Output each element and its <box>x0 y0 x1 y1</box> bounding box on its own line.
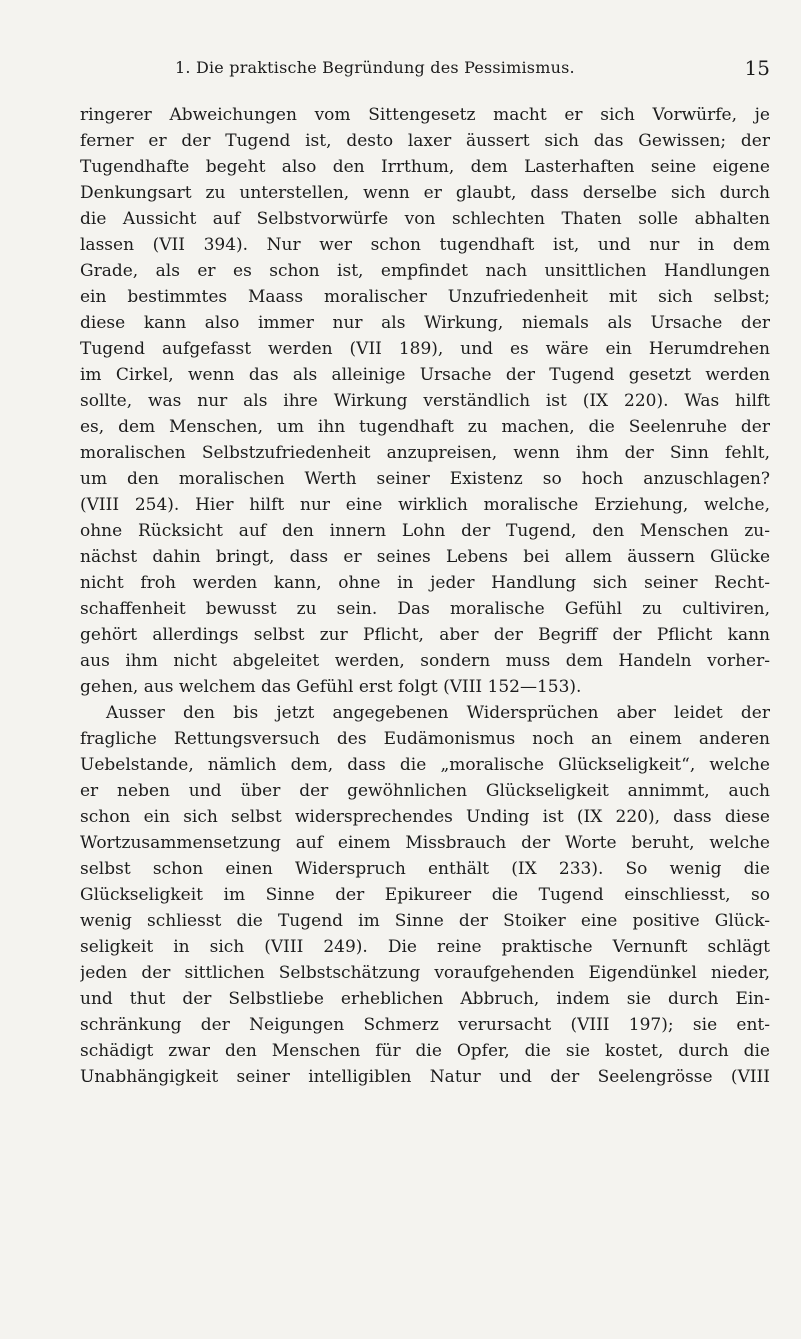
text-line: selbst schon einen Widerspruch enthält (IX 233). So wenig die <box>80 859 770 879</box>
text-line: um den moralischen Werth seiner Existenz so hoch anzuschlagen? <box>80 469 770 489</box>
text-line: sollte, was nur als ihre Wirkung verständlich ist (IX 220). Was hilft <box>80 391 770 411</box>
text-line: die Aussicht auf Selbstvorwürfe von schlechten Thaten solle abhalten <box>80 209 770 229</box>
text-line: seligkeit in sich (VIII 249). Die reine praktische Vernunft schlägt <box>80 937 770 957</box>
text-line: Denkungsart zu unterstellen, wenn er glaubt, dass derselbe sich durch <box>80 183 770 203</box>
text-line: ein bestimmtes Maass moralischer Unzufriedenheit mit sich selbst; <box>80 287 770 307</box>
text-line: Tugendhafte begeht also den Irrthum, dem Lasterhaften seine eigene <box>80 157 770 177</box>
text-line: gehört allerdings selbst zur Pflicht, aber der Begriff der Pflicht kann <box>80 625 770 645</box>
text-line: jeden der sittlichen Selbstschätzung voraufgehenden Eigendünkel nieder, <box>80 963 770 983</box>
text-line: Uebelstande, nämlich dem, dass die „moralische Glückseligkeit“, welche <box>80 755 770 775</box>
running-head: 1. Die praktische Begründung des Pessimismus. <box>175 58 575 77</box>
text-line: ohne Rücksicht auf den innern Lohn der Tugend, den Menschen zu- <box>80 521 770 541</box>
text-line: wenig schliesst die Tugend im Sinne der Stoiker eine positive Glück- <box>80 911 770 931</box>
text-line: Tugend aufgefasst werden (VII 189), und es wäre ein Herumdrehen <box>80 339 770 359</box>
text-line: gehen, aus welchem das Gefühl erst folgt (VIII 152—153). <box>80 677 582 697</box>
text-line: Grade, als er es schon ist, empfindet nach unsittlichen Handlungen <box>80 261 770 281</box>
page-header <box>80 58 770 86</box>
page-number: 15 <box>744 56 770 80</box>
text-line: Glückseligkeit im Sinne der Epikureer die Tugend einschliesst, so <box>80 885 770 905</box>
body-text <box>80 102 770 1090</box>
text-line: ringerer Abweichungen vom Sittengesetz macht er sich Vorwürfe, je <box>80 105 770 125</box>
text-line: fragliche Rettungsversuch des Eudämonismus noch an einem anderen <box>80 729 770 749</box>
text-line: es, dem Menschen, um ihn tugendhaft zu machen, die Seelenruhe der <box>80 417 770 437</box>
text-line: moralischen Selbstzufriedenheit anzupreisen, wenn ihm der Sinn fehlt, <box>80 443 770 463</box>
text-line: (VIII 254). Hier hilft nur eine wirklich moralische Erziehung, welche, <box>80 495 770 515</box>
text-line: er neben und über der gewöhnlichen Glückseligkeit annimmt, auch <box>80 781 770 801</box>
text-line: Wortzusammensetzung auf einem Missbrauch der Worte beruht, welche <box>80 833 770 853</box>
text-line: im Cirkel, wenn das als alleinige Ursache der Tugend gesetzt werden <box>80 365 770 385</box>
text-line: diese kann also immer nur als Wirkung, niemals als Ursache der <box>80 313 770 333</box>
text-line: ferner er der Tugend ist, desto laxer äussert sich das Gewissen; der <box>80 131 770 151</box>
text-line: nächst dahin bringt, dass er seines Lebens bei allem äussern Glücke <box>80 547 770 567</box>
text-line: schädigt zwar den Menschen für die Opfer, die sie kostet, durch die <box>80 1041 770 1061</box>
text-line: schaffenheit bewusst zu sein. Das moralische Gefühl zu cultiviren, <box>80 599 770 619</box>
text-line: lassen (VII 394). Nur wer schon tugendhaft ist, und nur in dem <box>80 235 770 255</box>
text-line: Ausser den bis jetzt angegebenen Widersprüchen aber leidet der <box>106 703 770 723</box>
text-line: aus ihm nicht abgeleitet werden, sondern muss dem Handeln vorher- <box>80 651 770 671</box>
text-line: Unabhängigkeit seiner intelligiblen Natur und der Seelengrösse (VIII <box>80 1067 770 1087</box>
text-line: und thut der Selbstliebe erheblichen Abbruch, indem sie durch Ein- <box>80 989 770 1009</box>
text-line: schränkung der Neigungen Schmerz verursacht (VIII 197); sie ent- <box>80 1015 770 1035</box>
text-line: schon ein sich selbst widersprechendes Unding ist (IX 220), dass diese <box>80 807 770 827</box>
text-line: nicht froh werden kann, ohne in jeder Handlung sich seiner Recht- <box>80 573 770 593</box>
